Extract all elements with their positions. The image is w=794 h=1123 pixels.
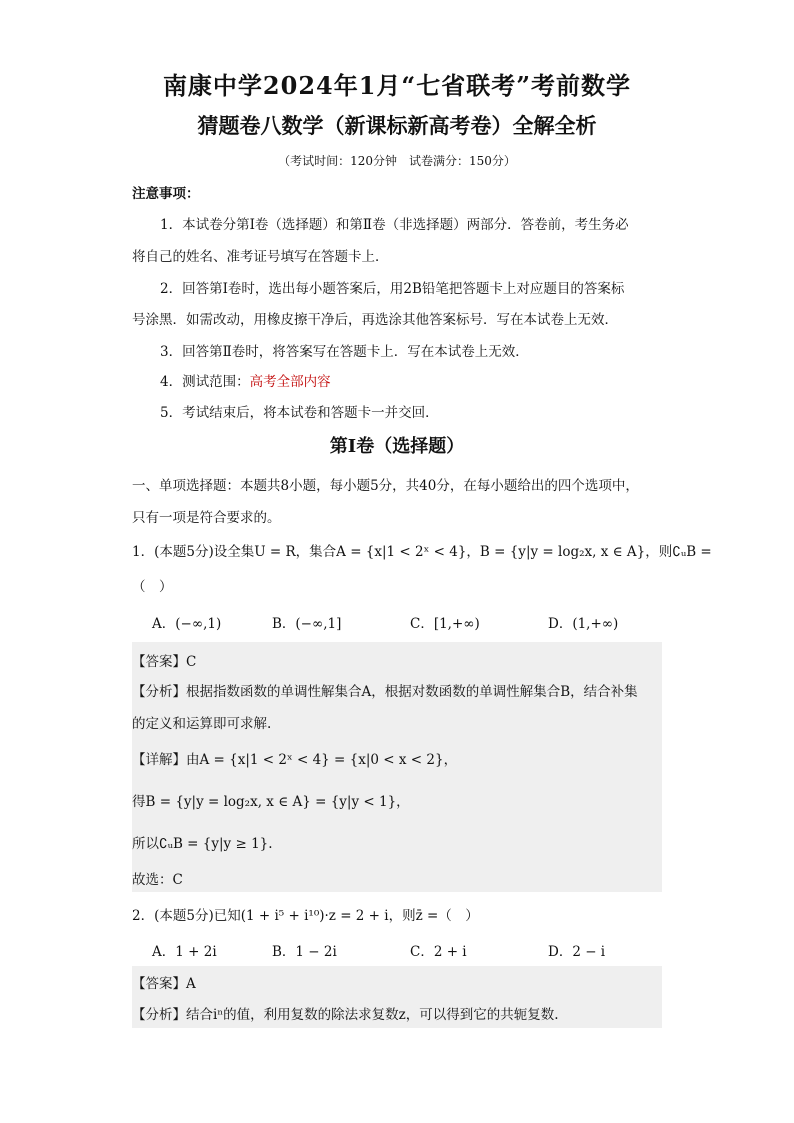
note-2-line2: 号涂黑．如需改动，用橡皮擦干净后，再选涂其他答案标号．写在本试卷上无效． xyxy=(132,312,618,328)
q2-option-a: A．1 + 2i xyxy=(152,944,217,960)
section-intro-line1: 一、单项选择题：本题共8小题，每小题5分，共40分，在每小题给出的四个选项中， xyxy=(132,478,639,494)
q2-stem: 2．(本题5分)已知(1 + i⁵ + i¹⁰)·z = 2 + i，则z̄ =（ ） xyxy=(132,908,479,924)
document-title-line2: 猜题卷八数学（新课标新高考卷）全解全析 xyxy=(197,113,597,138)
q1-option-a: A．(−∞,1) xyxy=(152,616,222,632)
q2-analysis: 【分析】结合iⁿ的值，利用复数的除法求复数z，可以得到它的共轭复数. xyxy=(132,1007,559,1023)
exam-info: （考试时间：120分钟 试卷满分：150分） xyxy=(278,154,516,168)
q1-detail-1: 【详解】由A = {x|1 < 2ˣ < 4} = {x|0 < x < 2}， xyxy=(132,752,458,768)
note-1-line2: 将自己的姓名、准考证号填写在答题卡上． xyxy=(132,249,389,265)
q2-option-c: C．2 + i xyxy=(410,944,467,960)
note-2-line1: 2．回答第Ⅰ卷时，选出每小题答案后，用2B铅笔把答题卡上对应题目的答案标 xyxy=(160,281,625,297)
note-4 xyxy=(160,370,695,390)
q1-choose: 故选：C xyxy=(132,872,183,888)
q1-detail-2: 得B = {y|y = log₂x, x ∈ A} = {y|y < 1}， xyxy=(132,794,410,810)
document-title-line1: 南康中学2024年1月“七省联考”考前数学 xyxy=(162,71,632,100)
q1-answer: 【答案】C xyxy=(132,654,197,670)
notes-heading: 注意事项： xyxy=(132,186,200,202)
q1-analysis-line1: 【分析】根据指数函数的单调性解集合A，根据对数函数的单调性解集合B，结合补集 xyxy=(132,684,638,700)
note-5: 5．考试结束后，将本试卷和答题卡一并交回． xyxy=(160,405,439,421)
q1-stem: 1．(本题5分)设全集U = R，集合A = {x|1 < 2ˣ < 4}，B = {y|y = log₂x, x ∈ A}，则∁ᵤB = xyxy=(132,544,712,560)
q1-option-d: D．(1,+∞) xyxy=(548,616,619,632)
q1-detail-3: 所以∁ᵤB = {y|y ≥ 1}. xyxy=(132,836,273,852)
section-title: 第Ⅰ卷（选择题） xyxy=(329,436,465,457)
note-4-scope: 高考全部内容 xyxy=(249,374,331,390)
q1-option-c: C．[1,+∞) xyxy=(410,616,480,632)
q1-paren: （ ） xyxy=(132,579,173,595)
note-1-line1: 1．本试卷分第Ⅰ卷（选择题）和第Ⅱ卷（非选择题）两部分．答卷前，考生务必 xyxy=(160,217,629,233)
q2-option-d: D．2 − i xyxy=(548,944,606,960)
q2-answer: 【答案】A xyxy=(132,976,196,992)
note-4-prefix: 4．测试范围： xyxy=(160,374,250,390)
note-3: 3．回答第Ⅱ卷时，将答案写在答题卡上．写在本试卷上无效． xyxy=(160,344,529,360)
section-intro-line2: 只有一项是符合要求的。 xyxy=(132,510,281,526)
q2-option-b: B．1 − 2i xyxy=(272,944,337,960)
q1-analysis-line2: 的定义和运算即可求解. xyxy=(132,716,272,732)
q1-option-b: B．(−∞,1] xyxy=(272,616,342,632)
